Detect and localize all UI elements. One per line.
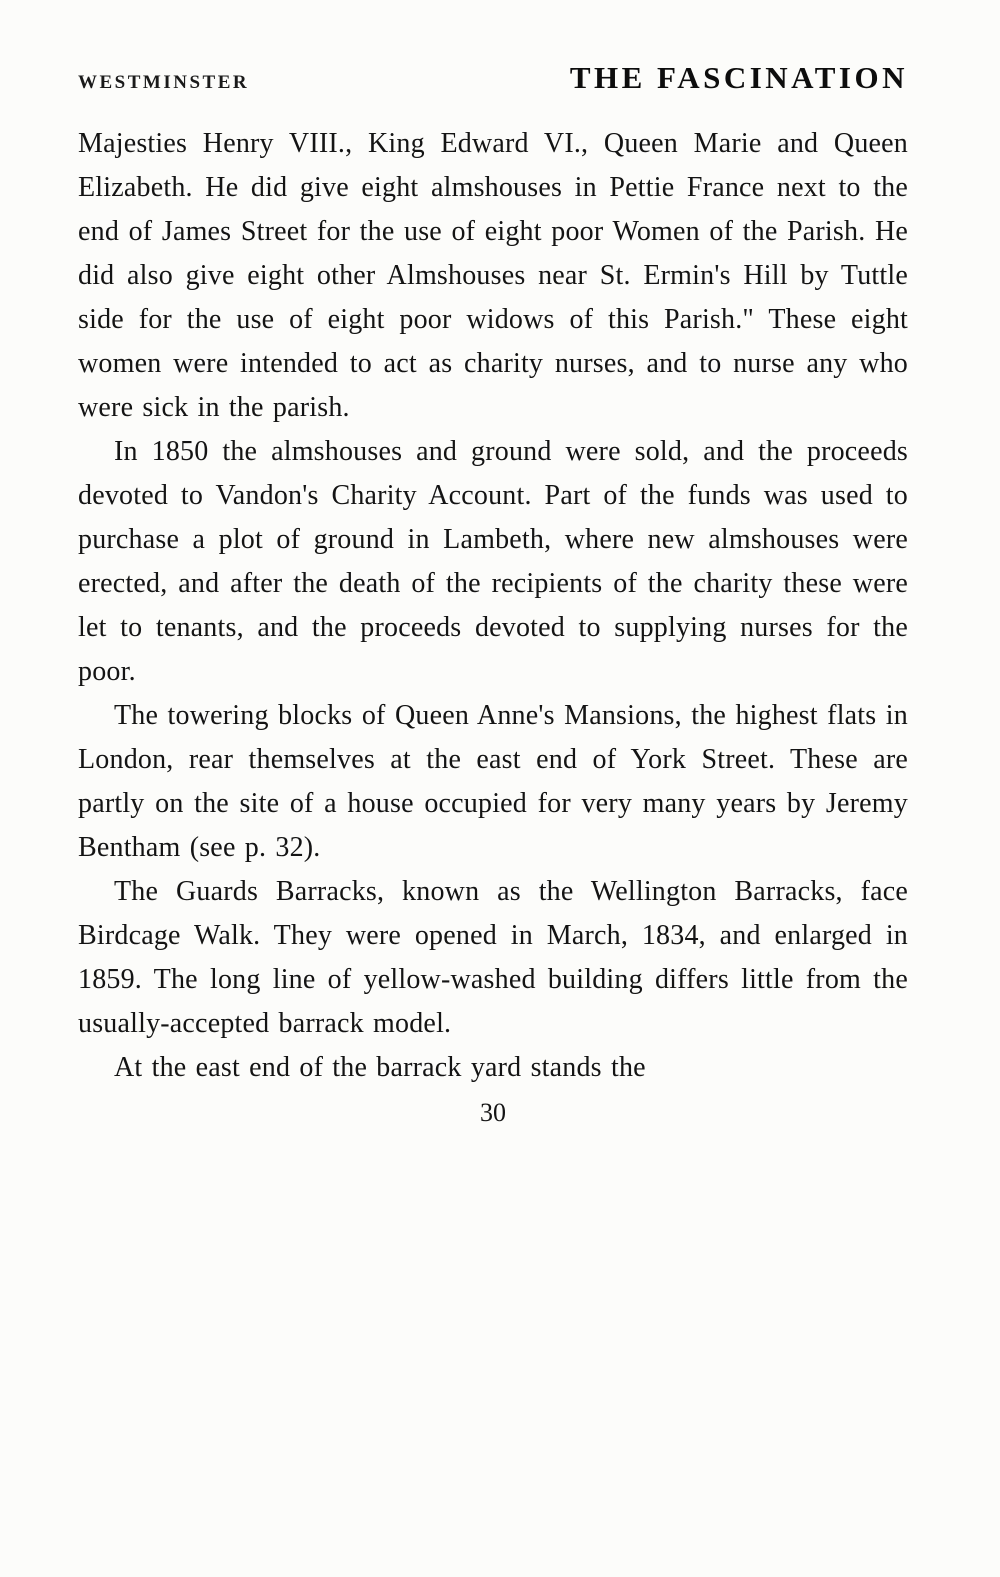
paragraph: In 1850 the almshouses and ground were sold, and the proceeds devoted to Vandon's Charity Account. Part of the funds was used to purchase a plot of ground in Lambeth, where new almshouses were erected, and after the death of the recipients of the charity these were let to tenants, and the proceeds devoted to supplying nurses for the poor. bbox=[78, 436, 908, 687]
page-number: 30 bbox=[480, 1098, 506, 1127]
paragraph: The Guards Barracks, known as the Wellington Barracks, face Birdcage Walk. They were opened in March, 1834, and enlarged in 1859. The long line of yellow-washed building differs little from the usually-accepted barrack model. bbox=[78, 876, 908, 1039]
running-head-right: THE FASCINATION bbox=[569, 60, 908, 95]
paragraph: The towering blocks of Queen Anne's Mansions, the highest flats in London, rear themselves at the east end of York Street. These are partly on the site of a house occupied for very many years by Jeremy Bentham (see p. 32). bbox=[78, 700, 908, 863]
running-head bbox=[78, 60, 908, 96]
paragraph: At the east end of the barrack yard stands the bbox=[114, 1052, 646, 1083]
running-head-left: WESTMINSTER bbox=[78, 72, 250, 93]
page-footer bbox=[78, 1098, 908, 1128]
paragraph: Majesties Henry VIII., King Edward VI., Queen Marie and Queen Elizabeth. He did give eight almshouses in Pettie France next to the end of James Street for the use of eight poor Women of the Parish. He did also give eight other Almshouses near St. Ermin's Hill by Tuttle side for the use of eight poor widows of this Parish." These eight women were intended to act as charity nurses, and to nurse any who were sick in the parish. bbox=[78, 128, 908, 423]
page-body bbox=[78, 122, 908, 1090]
